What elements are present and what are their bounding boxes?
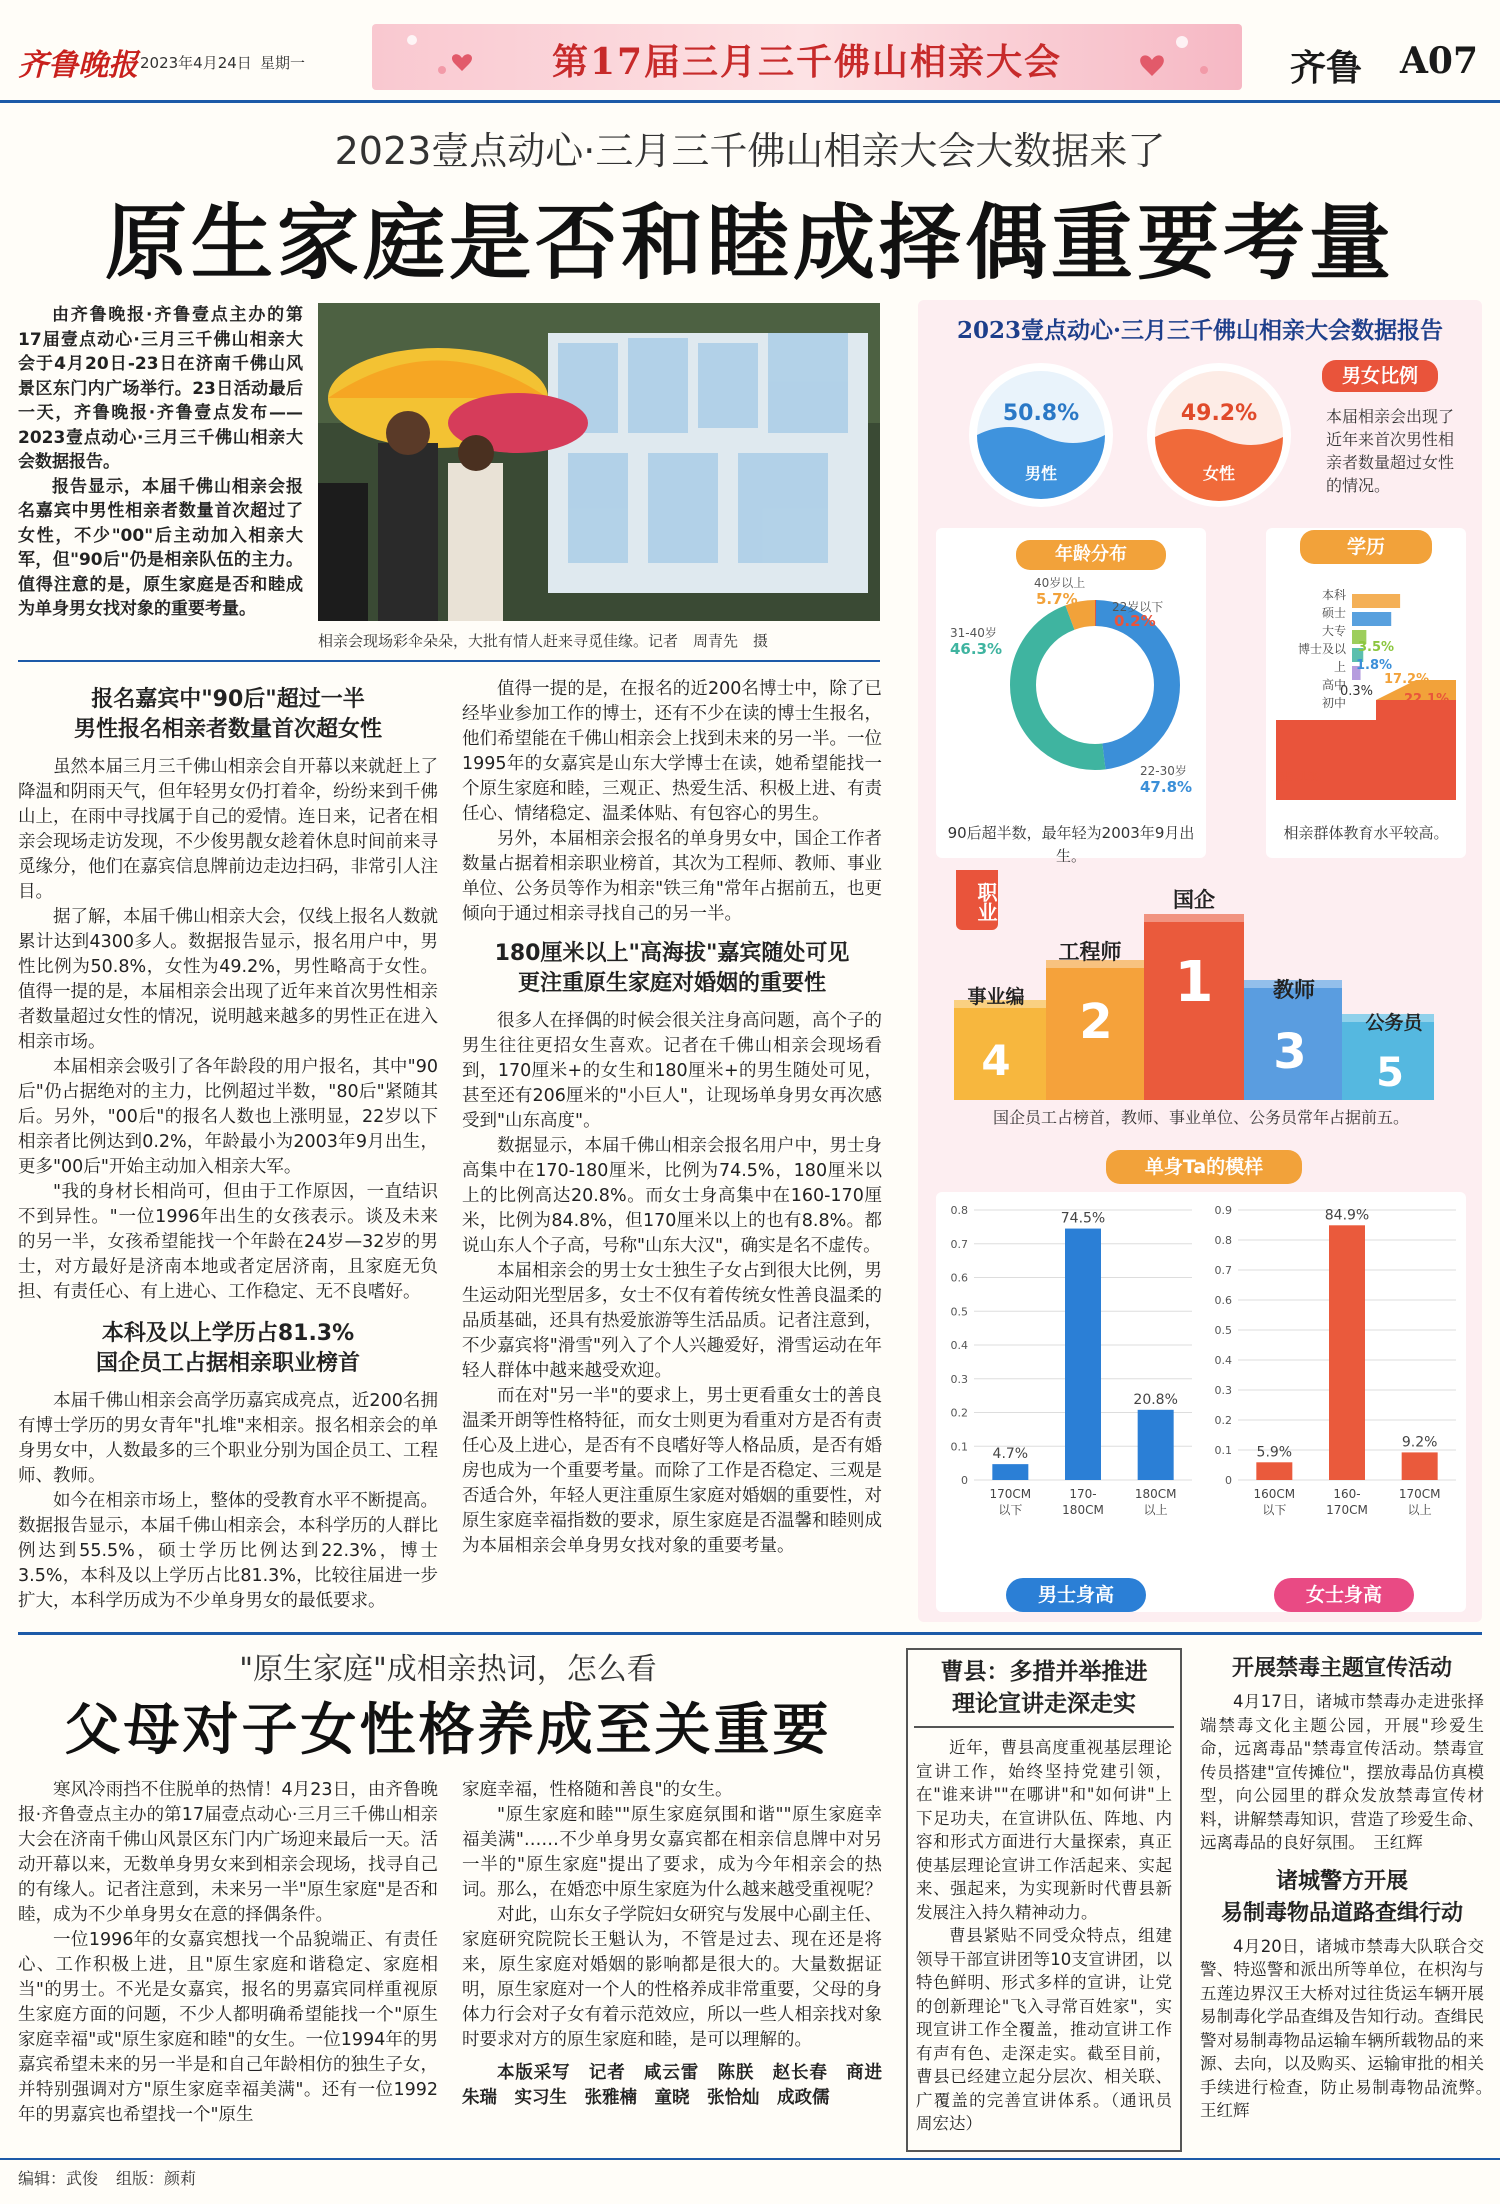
footer-editor: 编辑：武俊 <box>18 2169 99 2188</box>
tick-label: 0.4 <box>950 1339 968 1352</box>
category-label: 170CM <box>989 1487 1032 1501</box>
male-height-chart <box>940 1196 1200 1546</box>
category-label: 160CM <box>1253 1487 1296 1501</box>
category-label: 170CM <box>1398 1487 1441 1501</box>
main-kicker: 2023壹点动心·三月三千佛山相亲大会大数据来了 <box>334 129 1166 173</box>
tick-label: 0.4 <box>1214 1354 1232 1367</box>
paragraph: 曹县紧贴不同受众特点，组建领导干部宣讲团等10支宣讲团，以特色鲜明、形式多样的宣讲，让党的创新理论"飞入寻常百姓家"，实现宣讲工作全覆盖，推动宣讲工作有声有色、走深走实。截至目前，曹县已经建立起分层次、相关联、广覆盖的完善宣讲体系。（通讯员 周宏达） <box>916 1926 1189 2133</box>
lead-column <box>18 303 303 622</box>
paragraph: "我的身材长相尚可，但由于工作原因，一直结识不到异性。"一位1996年出生的女孩表示。谈及未来的另一半，女孩希望能找一个年龄在24岁—32岁的男士，对方最好是济南本地或者定居济南，且家庭无负担、有责任心、有上进心、工作稳定、无不良嗜好。 <box>18 1182 438 1302</box>
event-banner <box>372 24 1242 90</box>
edu-pct-highschool: 1.8% <box>1356 658 1393 673</box>
gender-label: 男女比例 <box>1322 360 1438 392</box>
second-column-2 <box>462 1778 900 2111</box>
edu-pct-junior: 0.3% <box>1340 684 1374 699</box>
paragraph: 家庭幸福，性格随和善良"的女生。 <box>462 1780 733 1800</box>
occupation-note: 国企员工占榜首，教师、事业单位、公务员常年占据前五。 <box>992 1108 1409 1127</box>
tick-label: 0.2 <box>950 1406 968 1420</box>
side-news-1-headline: 曹县：多措并举推进 理论宣讲走深走实 <box>914 1656 1174 1728</box>
paragraph: 对此，山东女子学院妇女研究与发展中心副主任、家庭研究院院长王魁认为，不管是过去、现在还是将来，原生家庭对婚姻的影响都是很大的。大量数据证明，原生家庭对一个人的性格养成非常重要，父母的身体力行会对子女有着示范效应，所以一些人相亲找对象时要求对方的原生家庭和睦，是可以理解的。 <box>462 1905 882 2050</box>
occupation-2-name: 工程师 <box>1058 940 1122 964</box>
lead-paragraph: 由齐鲁晚报·齐鲁壹点主办的第17届壹点动心·三月三千佛山相亲大会于4月20日-23日在济南千佛山风景区东门内广场举行。23日活动最后一天，齐鲁晚报·齐鲁壹点发布——2023壹点动心·三月三千佛山相亲大会数据报告。 <box>18 305 303 472</box>
occupation-1-name: 国企 <box>1173 888 1215 912</box>
tick-label: 0.1 <box>950 1440 968 1454</box>
paragraph: 本届相亲会吸引了各年龄段的用户报名，其中"90后"仍占据绝对的主力，比例超过半数，"80后"紧随其后。另外，"00后"的报名人数也上涨明显，22岁以下相亲者比例达到0.2%，年龄最小为2003年9月出生，更多"00后"开始主动加入相亲大军。 <box>18 1057 438 1177</box>
lead-paragraph: 报告显示，本届千佛山相亲会报名嘉宾中男性相亲者数量首次超过了女性，不少"00"后主动加入相亲大军，但"90后"仍是相亲队伍的主力。值得注意的是，原生家庭是否和睦成为单身男女找对象的重要考量。 <box>18 476 303 619</box>
category-label: 180CM <box>1134 1487 1177 1501</box>
bar-value-label: 9.2% <box>1401 1434 1438 1451</box>
tick-label: 0.5 <box>1214 1324 1232 1337</box>
issue-weekday: 星期一 <box>260 54 306 72</box>
paragraph: 值得一提的是，在报名的近200名博士中，除了已经毕业参加工作的博士，还有不少在读的博士生报名，他们希望能在千佛山相亲会上找到未来的另一半。一位1995年的女嘉宾是山东大学博士在读，她希望能找一个原生家庭和睦，三观正、热爱生活、积极上进、有责任心、情绪稳定、温柔体贴、有包容心的男生。 <box>462 679 882 824</box>
education-name: 初中 <box>1321 696 1346 710</box>
tick-label: 0 <box>961 1474 968 1487</box>
edu-pct-bachelor: 55.1% <box>1276 770 1322 785</box>
occupation-section <box>936 870 1466 1150</box>
side-news-3-headline: 诸城警方开展 易制毒物品道路查缉行动 <box>1220 1867 1463 1926</box>
paper-name: 齐鲁晚报 <box>18 48 138 83</box>
edu-pct-doctor: 3.5% <box>1358 640 1395 655</box>
paragraph: 4月20日，诸城市禁毒大队联合交警、特巡警和派出所等单位，在枳沟与五莲边界汉王大桥对过往货运车辆开展易制毒化学品查缉及告知行动。查缉民警对易制毒物品运输车辆所载物品的来源、去向，以及购买、运输审批的相关手续进行检查，防止易制毒物品流弊。 王红辉 <box>1200 1936 1500 2120</box>
category-label: 170CM <box>1326 1503 1368 1517</box>
second-column-1 <box>18 1778 438 2128</box>
category-label: 以上 <box>1407 1503 1432 1517</box>
paragraph: 据了解，本届千佛山相亲大会，仅线上报名人数就累计达到4300多人。数据报告显示，报名用户中，男性比例为50.8%，女性为49.2%，男性略高于女性。值得一提的是，本届相亲会出现了近年来首次男性相亲者数量超过女性的情况，说明越来越多的男性正在进入相亲市场。 <box>18 907 438 1052</box>
tick-label: 0.2 <box>1214 1414 1232 1427</box>
divider <box>18 1632 1482 1635</box>
side-news-column <box>1200 1652 1500 2123</box>
education-bar-0 <box>1276 700 1456 800</box>
education-note: 相亲群体教育水平较高。 <box>1283 824 1449 842</box>
tick-label: 0.6 <box>1214 1294 1232 1307</box>
second-headline: 父母对子女性格养成至关重要 <box>64 1697 832 1763</box>
edu-pct-master: 22.1% <box>1404 692 1450 707</box>
paragraph: 4月17日，诸城市禁毒办走进张择端禁毒文化主题公园，开展"珍爱生命，远离毒品"禁毒宣传活动。禁毒宣传员搭建"宣传摊位"，摆放毒品仿真模型，向公园里的群众发放禁毒宣传材料，讲解禁毒知识，营造了珍爱生命、远离毒品的良好氛围。 王红辉 <box>1200 1692 1484 1852</box>
subheading: 180厘米以上"高海拔"嘉宾随处可见 更注重原生家庭对婚姻的重要性 <box>494 941 850 996</box>
bar-value-label: 5.9% <box>1256 1444 1293 1461</box>
education-bar-2 <box>1352 612 1391 626</box>
tick-label: 0.8 <box>1214 1234 1232 1247</box>
page-number: A07 <box>1400 40 1479 82</box>
height-bar <box>1065 1229 1101 1480</box>
article-column-2 <box>462 677 882 1559</box>
paragraph: 很多人在择偶的时候会很关注身高问题，高个子的男生往往更招女生喜欢。记者在千佛山相亲会现场看到，170厘米+的女生和180厘米+的男生随处可见，甚至还有206厘米的"小巨人"，让现场单身男女再次感受到"山东高度"。 <box>462 1011 882 1131</box>
paragraph: 本届千佛山相亲会高学历嘉宾成亮点，近200名拥有博士学历的男女青年"扎堆"来相亲。报名相亲会的单身男女中，人数最多的三个职业分别为国企员工、工程师、教师。 <box>18 1391 438 1486</box>
event-photo <box>318 303 880 621</box>
section-name: 齐鲁 <box>1290 47 1363 89</box>
footer <box>0 2158 1500 2204</box>
article-column-1 <box>18 685 438 1614</box>
bar-value-label: 4.7% <box>992 1446 1029 1463</box>
height-bar <box>1329 1225 1365 1480</box>
tick-label: 0.3 <box>1214 1384 1232 1397</box>
height-label: 单身Ta的模样 <box>1106 1150 1302 1184</box>
occupation-5-name: 公务员 <box>1365 1012 1423 1034</box>
side-news-2-headline: 开展禁毒主题宣传活动 <box>1231 1655 1452 1681</box>
footer-designer: 组版：颜莉 <box>116 2169 197 2188</box>
tick-label: 0.8 <box>950 1204 968 1217</box>
occupation-label: 职业 <box>956 870 998 930</box>
age-pct-40plus: 5.7% <box>1036 590 1078 608</box>
side-news-box <box>906 1648 1189 2152</box>
female-height-chart <box>1204 1196 1464 1546</box>
occupation-5-rank: 5 <box>1376 1050 1404 1096</box>
gender-note: 本届相亲会出现了近年来首次男性相亲者数量超过女性的情况。 <box>1326 407 1455 495</box>
photo-caption: 相亲会现场彩伞朵朵，大批有情人赶来寻觅佳缘。记者 周青先 摄 <box>318 632 769 650</box>
education-name: 博士及以上 <box>1297 642 1346 674</box>
divider <box>18 660 880 662</box>
category-label: 以上 <box>1143 1503 1168 1517</box>
photo-illustration <box>318 303 880 621</box>
paragraph: 而在对"另一半"的要求上，男士更看重女士的善良温柔开朗等性格特征，而女士则更为看重对方是否有责任心及上进心，是否有不良嗜好等人格品质，是否有婚房也成为一个重要考量。而除了工作是否稳定、三观是否适合外，年轻人更注重原生家庭对婚姻的重要性，对原生家庭幸福指数的要求，原生家庭是否温馨和睦则成为本届相亲会单身男女找对象的重要考量。 <box>462 1386 882 1556</box>
male-label: 男性 <box>1024 464 1057 483</box>
height-bar <box>992 1464 1028 1480</box>
height-bar <box>1256 1462 1292 1480</box>
occupation-3-rank: 3 <box>1273 1024 1307 1080</box>
education-name: 本科 <box>1321 588 1346 602</box>
occupation-1-rank: 1 <box>1174 950 1214 1015</box>
tick-label: 0.6 <box>950 1271 968 1285</box>
education-name: 硕士 <box>1321 606 1346 620</box>
paragraph: "原生家庭和睦""原生家庭氛围和谐""原生家庭幸福美满"……不少单身男女嘉宾都在相亲信息牌中对另一半的"原生家庭"提出了要求，成为今年相亲会的热词。那么，在婚恋中原生家庭为什么越来越受重视呢？ <box>462 1805 882 1900</box>
category-label: 以下 <box>998 1503 1023 1517</box>
education-name: 大专 <box>1321 624 1346 638</box>
age-pct-22-30: 47.8% <box>1140 778 1193 796</box>
main-headline: 原生家庭是否和睦成择偶重要考量 <box>104 195 1395 291</box>
tick-label: 0.5 <box>950 1305 968 1319</box>
occupation-2-rank: 2 <box>1079 994 1113 1050</box>
education-name: 高中 <box>1321 678 1346 692</box>
female-label: 女性 <box>1202 464 1235 483</box>
tick-label: 0.3 <box>950 1372 968 1386</box>
paragraph: 数据显示，本届千佛山相亲会报名用户中，男士身高集中在170-180厘米，比例为74.5%，180厘米以上的比例高达20.8%。而女士身高集中在160-170厘米，比例为84.8%，但170厘米以上的也有8.8%。都说山东人个子高，号称"山东大汉"，确实是名不虚传。 <box>462 1136 882 1256</box>
subheading: 报名嘉宾中"90后"超过一半 男性报名相亲者数量首次超女性 <box>73 687 382 742</box>
paragraph: 近年，曹县高度重视基层理论宣讲工作，始终坚持党建引领，在"谁来讲""在哪讲"和"如何讲"上下足功夫，在宣讲队伍、阵地、内容和形式方面进行大量探索，真正使基层理论宣讲工作活起来、实起来、强起来，为实现新时代曹县新发展注入持久精神动力。 <box>916 1738 1172 1922</box>
paragraph: 虽然本届三月三千佛山相亲会自开幕以来就赶上了降温和阴雨天气，但年轻男女仍打着伞，纷纷来到千佛山上，在雨中寻找属于自己的爱情。连日来，记者在相亲会现场走访发现，不少俊男靓女趁着休息时间前来寻觅缘分，他们在嘉宾信息牌前边走边扫码，非常引人注目。 <box>18 757 438 902</box>
occupation-4-rank: 4 <box>981 1036 1011 1085</box>
tick-label: 0 <box>1225 1474 1232 1487</box>
age-label-under22: 22岁以下 <box>1112 600 1164 614</box>
paragraph: 本届相亲会的男士女士独生子女占到很大比例，男生运动阳光型居多，女士不仅有着传统女性善良温柔的品质基础，还具有热爱旅游等生活品质。记者注意到，不少嘉宾将"滑雪"列入了个人兴趣爱好，滑雪运动在年轻人群体中越来越受欢迎。 <box>462 1261 882 1381</box>
occupation-text-layer <box>936 888 1466 1100</box>
subheading: 本科及以上学历占81.3% 国企员工占据相亲职业榜首 <box>95 1321 360 1376</box>
paragraph: 另外，本届相亲会报名的单身男女中，国企工作者数量占据着相亲职业榜首，其次为工程师、教师、事业单位、公务员等作为相亲"铁三角"常年占据前五，也更倾向于通过相亲寻找自己的另一半。 <box>462 829 882 924</box>
female-percent: 49.2% <box>1180 401 1258 426</box>
age-donut-chart <box>1000 590 1190 780</box>
age-note: 90后超半数，最年轻为2003年9月出生。 <box>947 824 1195 865</box>
tick-label: 0.1 <box>1214 1444 1232 1457</box>
category-label: 以下 <box>1262 1503 1287 1517</box>
category-label: 170- <box>1069 1487 1097 1501</box>
height-bar <box>1402 1452 1438 1480</box>
credits: 本版采写 记者 咸云雷 陈朕 赵长春 商进 朱瑞 实习生 张雅楠 童晓 张恰灿 成政儒 <box>462 2063 900 2108</box>
occupation-4-name: 事业编 <box>967 986 1025 1008</box>
age-pct-under22: 0.2% <box>1114 612 1156 630</box>
banner-title: 第17届三月三千佛山相亲大会 <box>551 41 1063 83</box>
male-height-label: 男士身高 <box>1006 1578 1146 1612</box>
paragraph: 寒风冷雨挡不住脱单的热情！4月23日，由齐鲁晚报·齐鲁壹点主办的第17届壹点动心·三月三千佛山相亲大会在济南千佛山风景区东门内广场迎来最后一天。活动开幕以来，无数单身男女来到相亲会现场，找寻自己的有缘人。记者注意到，未来另一半"原生家庭"是否和睦，成为不少单身男女在意的择偶条件。 <box>18 1780 438 1925</box>
education-bar-1 <box>1352 594 1400 608</box>
tick-label: 0.7 <box>950 1237 968 1251</box>
age-label-31-40: 31-40岁 <box>950 626 997 640</box>
infographic-title: 2023壹点动心·三月三千佛山相亲大会数据报告 <box>956 317 1444 344</box>
paragraph: 一位1996年的女嘉宾想找一个品貌端正、有责任心、工作积极上进，且"原生家庭和谐稳定、家庭相当"的男士。不光是女嘉宾，报名的男嘉宾同样重视原生家庭方面的问题，不少人都明确希望能找一个"原生家庭幸福"或"原生家庭和睦"的女生。一位1994年的男嘉宾希望未来的另一半是和自己年龄相仿的独生子女，并特别强调对方"原生家庭幸福美满"。还有一位1992年的男嘉宾也希望找一个"原生 <box>18 1930 438 2125</box>
bar-value-label: 20.8% <box>1133 1391 1178 1408</box>
edu-pct-college: 17.2% <box>1384 672 1430 687</box>
side-news-1-body <box>908 1736 1189 2136</box>
education-label: 学历 <box>1300 530 1432 564</box>
bar-value-label: 74.5% <box>1060 1210 1106 1227</box>
education-names <box>1296 586 1346 712</box>
tick-label: 0.7 <box>1214 1264 1232 1277</box>
bar-value-label: 84.9% <box>1324 1207 1370 1224</box>
category-label: 160- <box>1333 1487 1361 1501</box>
tick-label: 0.9 <box>1214 1204 1232 1217</box>
category-label: 180CM <box>1062 1503 1104 1517</box>
age-label: 年龄分布 <box>1016 540 1166 570</box>
age-pct-31-40: 46.3% <box>950 640 1003 658</box>
male-percent: 50.8% <box>1002 401 1080 426</box>
occupation-3-name: 教师 <box>1273 978 1315 1002</box>
age-label-40plus: 40岁以上 <box>1034 576 1086 590</box>
second-kicker: "原生家庭"成相亲热词，怎么看 <box>239 1652 657 1687</box>
female-height-label: 女士身高 <box>1274 1578 1414 1612</box>
paragraph: 如今在相亲市场上，整体的受教育水平不断提高。数据报告显示，本届千佛山相亲会，本科学历的人群比例达到55.5%，硕士学历比例达到22.3%，博士3.5%，本科及以上学历占比81.3%，比较往届进一步扩大，本科学历成为不少单身男女的最低要求。 <box>18 1491 438 1611</box>
height-bar <box>1138 1410 1174 1480</box>
issue-date: 2023年4月24日 <box>140 54 252 72</box>
age-label-22-30: 22-30岁 <box>1140 764 1187 778</box>
